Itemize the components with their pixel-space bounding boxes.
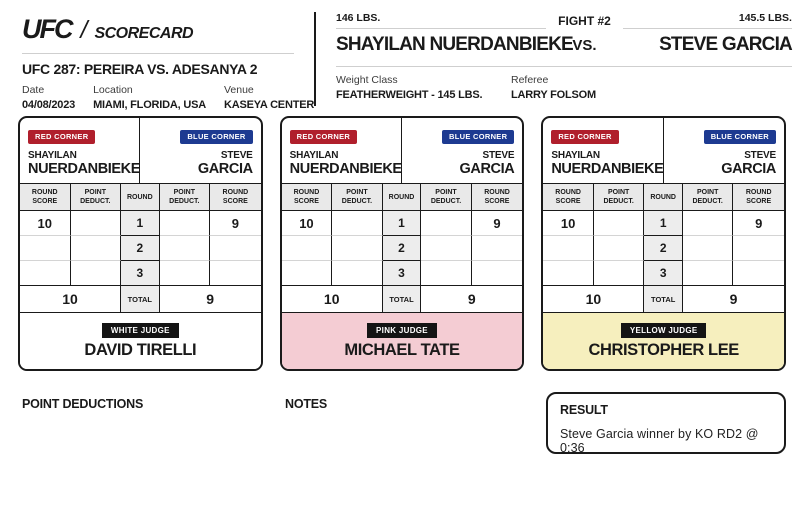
round-1-row <box>543 211 784 236</box>
red-corner-panel <box>20 118 140 183</box>
scorecard-fighters-header <box>543 118 784 184</box>
judge-name: DAVID TIRELLI <box>84 341 197 360</box>
logo-slash-divider: / <box>80 16 88 44</box>
bout-fighters-row <box>336 12 792 56</box>
red-point-deduct-header: POINT DEDUCT. <box>594 184 645 211</box>
round-3-row <box>20 261 261 286</box>
blue-round-score <box>210 261 261 286</box>
score-table-header-row <box>20 184 261 211</box>
round-number: 3 <box>644 261 683 286</box>
judge-name: MICHAEL TATE <box>344 341 460 360</box>
red-fighter-block <box>336 12 573 56</box>
blue-point-deduct <box>160 211 211 236</box>
red-corner-panel <box>282 118 402 183</box>
round-header: ROUND <box>644 184 683 211</box>
event-title: UFC 287: PEREIRA VS. ADESANYA 2 <box>22 61 258 77</box>
blue-point-deduct <box>683 211 734 236</box>
weight-class-value: FEATHERWEIGHT - 145 LBS. <box>336 89 483 101</box>
judge-panel <box>543 313 784 369</box>
red-point-deduct <box>71 211 122 236</box>
blue-point-deduct <box>421 236 472 261</box>
red-round-score <box>543 236 594 261</box>
blue-round-score <box>472 261 523 286</box>
blue-fighter-last-name: GARCIA <box>197 161 253 177</box>
referee-value: LARRY FOLSOM <box>511 89 596 101</box>
total-row <box>20 286 261 313</box>
blue-round-score: 9 <box>210 211 261 236</box>
red-point-deduct <box>332 261 383 286</box>
red-point-deduct <box>332 211 383 236</box>
red-fighter-last-name: NUERDANBIEKE <box>28 161 141 177</box>
result-label: RESULT <box>560 403 608 418</box>
scorecard-wordmark: SCORECARD <box>94 25 194 42</box>
red-fighter-last-name: NUERDANBIEKE <box>289 161 402 177</box>
judge-badge: YELLOW JUDGE <box>621 323 707 338</box>
judge-badge: PINK JUDGE <box>367 323 437 338</box>
blue-corner-panel <box>140 118 260 183</box>
round-header: ROUND <box>383 184 422 211</box>
blue-round-score <box>210 236 261 261</box>
blue-point-deduct-header: POINT DEDUCT. <box>160 184 211 211</box>
location-value: MIAMI, FLORIDA, USA <box>93 99 206 111</box>
event-date-block <box>22 84 75 111</box>
blue-round-score <box>472 236 523 261</box>
red-round-score <box>282 236 333 261</box>
red-fighter-name: SHAYILAN NUERDANBIEKE <box>336 34 573 55</box>
total-label: TOTAL <box>644 286 683 313</box>
round-2-row <box>282 236 523 261</box>
judge-scorecard <box>541 116 786 371</box>
referee-label: Referee <box>511 74 549 86</box>
blue-point-deduct-header: POINT DEDUCT. <box>421 184 472 211</box>
red-round-score <box>282 261 333 286</box>
red-corner-badge: RED CORNER <box>28 130 95 144</box>
blue-point-deduct <box>421 211 472 236</box>
red-round-score: 10 <box>20 211 71 236</box>
blue-weigh-in: 145.5 LBS. <box>623 12 792 29</box>
blue-point-deduct <box>160 261 211 286</box>
round-header: ROUND <box>121 184 160 211</box>
judge-scorecard <box>18 116 263 371</box>
red-corner-badge: RED CORNER <box>551 130 618 144</box>
page-header <box>0 0 804 111</box>
blue-fighter-first-name: STEVE <box>744 150 776 161</box>
total-row <box>543 286 784 313</box>
blue-fighter-name: STEVE GARCIA <box>659 34 792 55</box>
round-number: 2 <box>644 236 683 261</box>
venue-label: Venue <box>223 84 254 96</box>
ufc-scorecard-logo <box>22 14 294 45</box>
blue-round-score-header: ROUND SCORE <box>472 184 523 211</box>
blue-point-deduct-header: POINT DEDUCT. <box>683 184 734 211</box>
blue-point-deduct <box>160 236 211 261</box>
blue-round-score <box>733 261 784 286</box>
red-round-score-header: ROUND SCORE <box>20 184 71 211</box>
blue-fighter-last-name: GARCIA <box>459 161 515 177</box>
blue-point-deduct <box>683 261 734 286</box>
red-point-deduct-header: POINT DEDUCT. <box>71 184 122 211</box>
blue-total-score: 9 <box>421 286 522 313</box>
round-3-row <box>543 261 784 286</box>
event-venue-block <box>224 84 314 111</box>
blue-round-score <box>733 236 784 261</box>
red-point-deduct <box>332 236 383 261</box>
red-fighter-first-name: SHAYILAN <box>28 150 77 161</box>
judge-name: CHRISTOPHER LEE <box>588 341 739 360</box>
red-point-deduct-header: POINT DEDUCT. <box>332 184 383 211</box>
total-label: TOTAL <box>121 286 160 313</box>
round-2-row <box>20 236 261 261</box>
red-total-score: 10 <box>543 286 644 313</box>
total-row <box>282 286 523 313</box>
judge-scorecards-row <box>18 116 786 371</box>
red-total-score: 10 <box>282 286 383 313</box>
round-number: 1 <box>644 211 683 236</box>
judge-panel <box>20 313 261 369</box>
vs-label: VS. <box>572 37 597 54</box>
blue-corner-panel <box>402 118 522 183</box>
round-1-row <box>20 211 261 236</box>
round-2-row <box>543 236 784 261</box>
total-label: TOTAL <box>383 286 422 313</box>
blue-corner-badge: BLUE CORNER <box>442 130 514 144</box>
bout-header-panel <box>316 12 792 106</box>
blue-fighter-last-name: GARCIA <box>721 161 776 177</box>
location-label: Location <box>93 84 133 96</box>
red-point-deduct <box>71 261 122 286</box>
round-number: 3 <box>383 261 422 286</box>
blue-fighter-first-name: STEVE <box>220 150 253 161</box>
blue-corner-badge: BLUE CORNER <box>180 130 252 144</box>
scorecard-fighters-header <box>20 118 261 184</box>
weight-class-label: Weight Class <box>336 74 398 86</box>
point-deductions-label: POINT DEDUCTIONS <box>22 397 144 412</box>
result-text: Steve Garcia winner by KO RD2 @ 0:36 <box>560 427 759 456</box>
blue-fighter-first-name: STEVE <box>482 150 515 161</box>
score-table-header-row <box>543 184 784 211</box>
page-footer <box>0 371 804 507</box>
venue-value: KASEYA CENTER <box>223 99 315 111</box>
result-box <box>546 392 786 454</box>
date-label: Date <box>22 84 45 96</box>
weight-class-block <box>336 74 511 101</box>
fight-number-block <box>546 12 624 56</box>
red-point-deduct <box>594 211 645 236</box>
red-weigh-in: 146 LBS. <box>336 12 546 29</box>
round-number: 1 <box>121 211 160 236</box>
blue-round-score: 9 <box>733 211 784 236</box>
red-corner-badge: RED CORNER <box>290 130 357 144</box>
red-point-deduct <box>594 236 645 261</box>
event-info-panel <box>22 12 316 111</box>
round-number: 2 <box>383 236 422 261</box>
red-round-score: 10 <box>282 211 333 236</box>
header-divider-line <box>22 53 294 54</box>
blue-round-score-header: ROUND SCORE <box>733 184 784 211</box>
red-point-deduct <box>71 236 122 261</box>
red-total-score: 10 <box>20 286 121 313</box>
ufc-logo: UFC <box>22 14 72 44</box>
red-round-score-header: ROUND SCORE <box>282 184 333 211</box>
round-number: 1 <box>383 211 422 236</box>
red-point-deduct <box>594 261 645 286</box>
red-fighter-last-name: NUERDANBIEKE <box>551 161 664 177</box>
red-corner-panel <box>543 118 663 183</box>
judge-scorecard <box>280 116 525 371</box>
blue-corner-badge: BLUE CORNER <box>704 130 776 144</box>
red-fighter-first-name: SHAYILAN <box>551 150 600 161</box>
referee-block <box>511 74 596 101</box>
red-round-score-header: ROUND SCORE <box>543 184 594 211</box>
score-table-header-row <box>282 184 523 211</box>
round-3-row <box>282 261 523 286</box>
blue-point-deduct <box>421 261 472 286</box>
red-round-score: 10 <box>543 211 594 236</box>
date-value: 04/08/2023 <box>22 99 76 111</box>
round-number: 3 <box>121 261 160 286</box>
event-meta-row <box>22 84 315 111</box>
blue-total-score: 9 <box>160 286 261 313</box>
judge-panel <box>282 313 523 369</box>
bout-meta-row <box>336 66 792 101</box>
blue-round-score-header: ROUND SCORE <box>210 184 261 211</box>
notes-label: NOTES <box>285 397 328 412</box>
red-round-score <box>543 261 594 286</box>
round-number: 2 <box>121 236 160 261</box>
round-1-row <box>282 211 523 236</box>
blue-corner-panel <box>664 118 784 183</box>
red-fighter-first-name: SHAYILAN <box>289 150 339 161</box>
blue-point-deduct <box>683 236 734 261</box>
blue-fighter-block <box>623 12 792 56</box>
red-round-score <box>20 261 71 286</box>
judge-badge: WHITE JUDGE <box>102 323 179 338</box>
red-round-score <box>20 236 71 261</box>
event-location-block <box>93 84 206 111</box>
fight-number: FIGHT #2 <box>558 14 611 28</box>
blue-round-score: 9 <box>472 211 523 236</box>
blue-total-score: 9 <box>683 286 784 313</box>
scorecard-fighters-header <box>282 118 523 184</box>
